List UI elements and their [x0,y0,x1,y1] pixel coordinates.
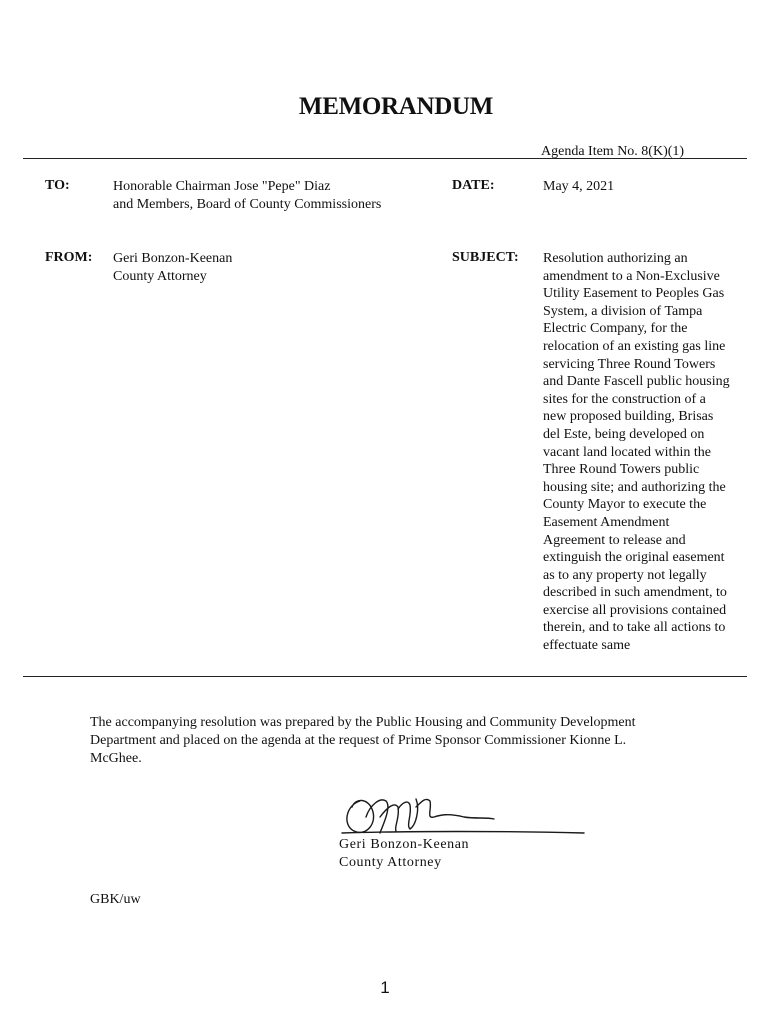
top-divider [23,158,747,159]
page-number: 1 [380,978,390,997]
to-line: and Members, Board of County Commissioners [113,196,382,212]
subject-line: servicing Three Round Towers [543,356,716,372]
subject-line: and Dante Fascell public housing [543,374,730,390]
body-line: The accompanying resolution was prepared by the Public Housing and Community Development [90,715,636,730]
subject-line: Utility Easement to Peoples Gas [543,286,725,302]
from-line: County Attorney [113,268,207,284]
memo-title: MEMORANDUM [298,93,494,120]
from-label: FROM: [45,250,93,265]
subject-line: new proposed building, Brisas [543,409,714,425]
subject-line: housing site; and authorizing the [543,479,726,495]
subject-line: Easement Amendment [543,514,670,530]
to-recipient [113,178,443,213]
typist-initials: GBK/uw [90,892,141,907]
subject-label: SUBJECT: [452,250,519,265]
subject-line: exercise all provisions contained [543,602,727,618]
subject-line: County Mayor to execute the [543,497,707,513]
signatory-title: County Attorney [339,854,442,870]
subject-text [543,250,753,655]
subject-line: amendment to a Non-Exclusive [543,268,720,284]
subject-line: as to any property not legally [543,567,707,583]
from-sender [113,250,413,285]
signatory-name: Geri Bonzon-Keenan [339,837,470,852]
subject-line: effectuate same [543,638,631,654]
subject-line: relocation of an existing gas line [543,338,726,354]
subject-line: described in such amendment, to [543,585,727,601]
subject-line: vacant land located within the [543,444,711,460]
subject-line: System, a division of Tampa [543,303,703,319]
subject-line: therein, and to take all actions to [543,620,726,636]
bottom-divider [23,676,747,677]
subject-line: Electric Company, for the [543,321,688,337]
body-line: McGhee. [90,751,142,766]
subject-line: Three Round Towers public [543,462,700,478]
to-label: TO: [45,178,70,193]
subject-line: extinguish the original easement [543,550,725,566]
date-value: May 4, 2021 [543,179,615,194]
handwritten-signature [336,787,596,842]
body-paragraph [90,714,710,768]
body-line: Department and placed on the agenda at the request of Prime Sponsor Commissioner Kionne L. [90,733,627,748]
from-line: Geri Bonzon-Keenan [113,251,233,266]
agenda-item-number: Agenda Item No. 8(K)(1) [541,144,685,159]
subject-line: Resolution authorizing an [543,251,688,266]
to-line: Honorable Chairman Jose "Pepe" Diaz [113,179,331,194]
subject-line: sites for the construction of a [543,391,706,407]
subject-line: del Este, being developed on [543,426,705,442]
date-label: DATE: [452,178,495,193]
signature-block [339,836,469,871]
subject-line: Agreement to release and [543,532,686,548]
